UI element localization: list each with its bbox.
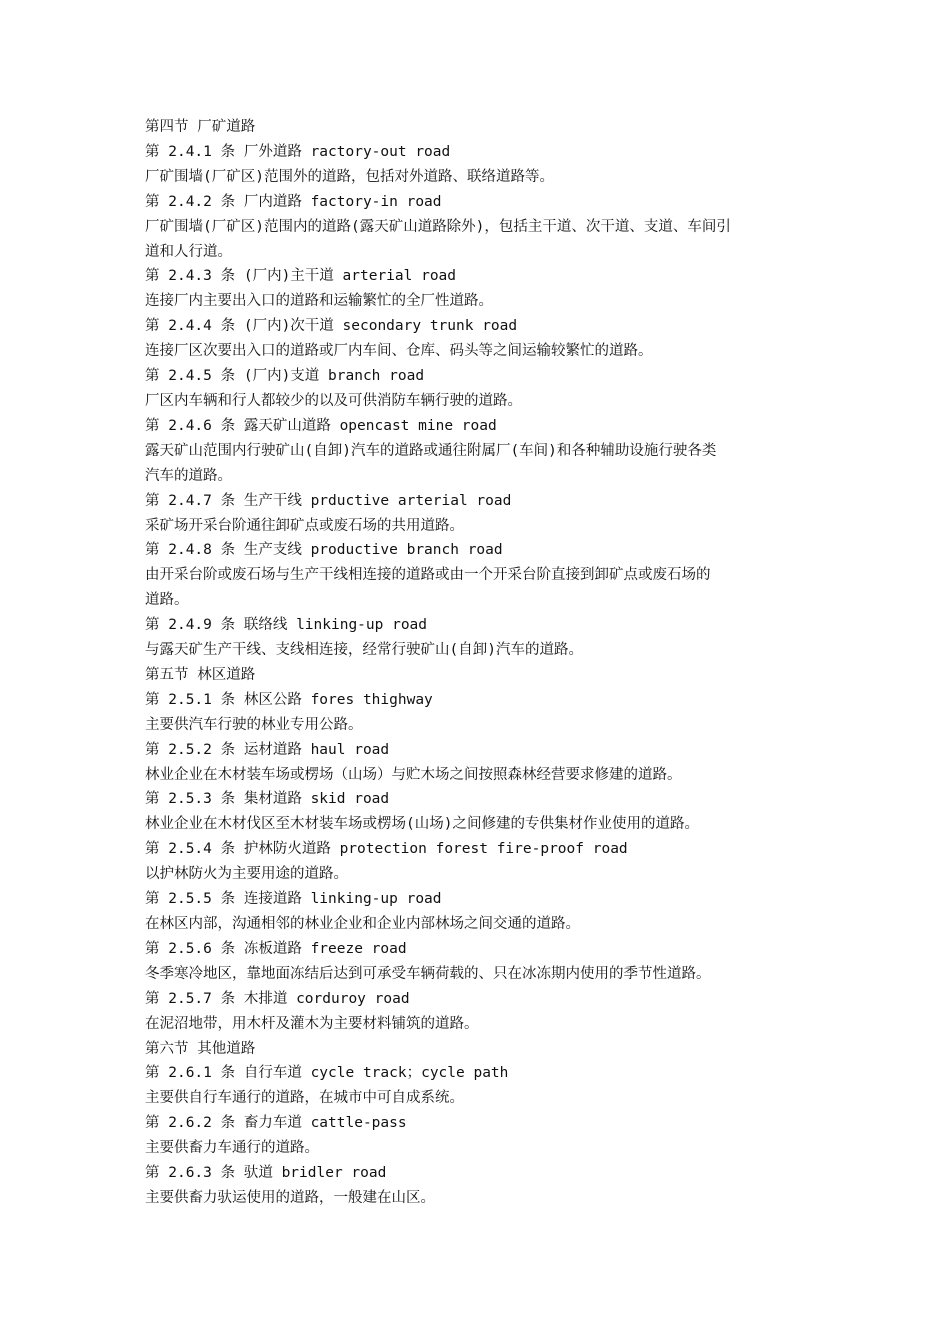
article-2-4-7-title: 第 2.4.7 条 生产干线 prductive arterial road	[145, 492, 512, 509]
article-2-5-4-title: 第 2.5.4 条 护林防火道路 protection forest fire-proof road	[145, 841, 628, 858]
article-2-4-8-title: 第 2.4.8 条 生产支线 productive branch road	[145, 542, 503, 559]
article-2-5-3-text: 林业企业在木材伐区至木材装车场或楞场(山场)之间修建的专供集材作业使用的道路。	[145, 816, 699, 833]
article-2-5-1-title: 第 2.5.1 条 林区公路 fores thighway	[145, 691, 433, 708]
section-heading-5: 第五节 林区道路	[145, 666, 256, 683]
document-body	[145, 115, 815, 1211]
article-2-4-4-text: 连接厂区次要出入口的道路或厂内车间、仓库、码头等之间运输较繁忙的道路。	[145, 343, 653, 360]
article-2-6-2-title: 第 2.6.2 条 畜力车道 cattle-pass	[145, 1115, 407, 1132]
section-heading-4: 第四节 厂矿道路	[145, 119, 256, 135]
article-2-5-4-text: 以护林防火为主要用途的道路。	[145, 866, 348, 883]
article-2-4-3-title: 第 2.4.3 条 (厂内)主干道 arterial road	[145, 268, 457, 285]
article-2-5-7-title: 第 2.5.7 条 木排道 corduroy road	[145, 990, 410, 1007]
article-2-4-6-text: 露天矿山范围内行驶矿山(自卸)汽车的道路或通往附属厂(车间)和各种辅助设施行驶各类	[145, 442, 717, 459]
article-2-6-3-title: 第 2.6.3 条 驮道 bridler road	[145, 1165, 387, 1182]
article-2-6-2-text: 主要供畜力车通行的道路。	[145, 1140, 319, 1157]
article-2-4-9-title: 第 2.4.9 条 联络线 linking-up road	[145, 617, 428, 634]
article-2-4-7-text: 采矿场开采台阶通往卸矿点或废石场的共用道路。	[145, 517, 464, 534]
article-2-5-3-title: 第 2.5.3 条 集材道路 skid road	[145, 791, 390, 808]
article-2-5-2-text: 林业企业在木材装车场或楞场（山场）与贮木场之间按照森林经营要求修建的道路。	[145, 766, 682, 783]
article-2-5-6-text: 冬季寒冷地区，靠地面冻结后达到可承受车辆荷载的、只在冰冻期内使用的季节性道路。	[145, 965, 711, 982]
article-2-4-5-title: 第 2.4.5 条 (厂内)支道 branch road	[145, 368, 425, 385]
article-2-4-1-text: 厂矿围墙(厂矿区)范围外的道路，包括对外道路、联络道路等。	[145, 168, 554, 185]
article-2-5-7-text: 在泥沼地带，用木杆及灌木为主要材料铺筑的道路。	[145, 1015, 479, 1032]
article-2-4-2-title: 第 2.4.2 条 厂内道路 factory-in road	[145, 193, 442, 210]
article-2-5-6-title: 第 2.5.6 条 冻板道路 freeze road	[145, 940, 407, 957]
article-2-4-5-text: 厂区内车辆和行人都较少的以及可供消防车辆行驶的道路。	[145, 392, 522, 409]
article-2-4-1-title: 第 2.4.1 条 厂外道路 ractory-out road	[145, 143, 451, 160]
article-2-4-2-text-cont: 道和人行道。	[145, 243, 232, 260]
article-2-5-5-title: 第 2.5.5 条 连接道路 linking-up road	[145, 891, 442, 908]
article-2-6-3-text: 主要供畜力驮运使用的道路，一般建在山区。	[145, 1189, 435, 1206]
article-2-6-1-text: 主要供自行车通行的道路，在城市中可自成系统。	[145, 1090, 464, 1107]
article-2-4-2-text: 厂矿围墙(厂矿区)范围内的道路(露天矿山道路除外)，包括主干道、次干道、支道、车间引	[145, 218, 731, 235]
article-2-5-2-title: 第 2.5.2 条 运材道路 haul road	[145, 741, 390, 758]
article-2-4-3-text: 连接厂内主要出入口的道路和运输繁忙的全厂性道路。	[145, 293, 493, 310]
article-2-5-5-text: 在林区内部，沟通相邻的林业企业和企业内部林场之间交通的道路。	[145, 916, 580, 932]
article-2-4-9-text: 与露天矿生产干线、支线相连接，经常行驶矿山(自卸)汽车的道路。	[145, 642, 583, 659]
article-2-4-6-text-cont: 汽车的道路。	[145, 467, 232, 484]
article-2-5-1-text: 主要供汽车行驶的林业专用公路。	[145, 716, 363, 733]
article-2-4-8-text-cont: 道路。	[145, 592, 189, 609]
article-2-4-8-text: 由开采台阶或废石场与生产干线相连接的道路或由一个开采台阶直接到卸矿点或废石场的	[145, 567, 711, 584]
article-2-4-4-title: 第 2.4.4 条 (厂内)次干道 secondary trunk road	[145, 318, 518, 335]
section-heading-6: 第六节 其他道路	[145, 1040, 256, 1057]
article-2-6-1-title: 第 2.6.1 条 自行车道 cycle track；cycle path	[145, 1065, 509, 1082]
article-2-4-6-title: 第 2.4.6 条 露天矿山道路 opencast mine road	[145, 417, 497, 434]
